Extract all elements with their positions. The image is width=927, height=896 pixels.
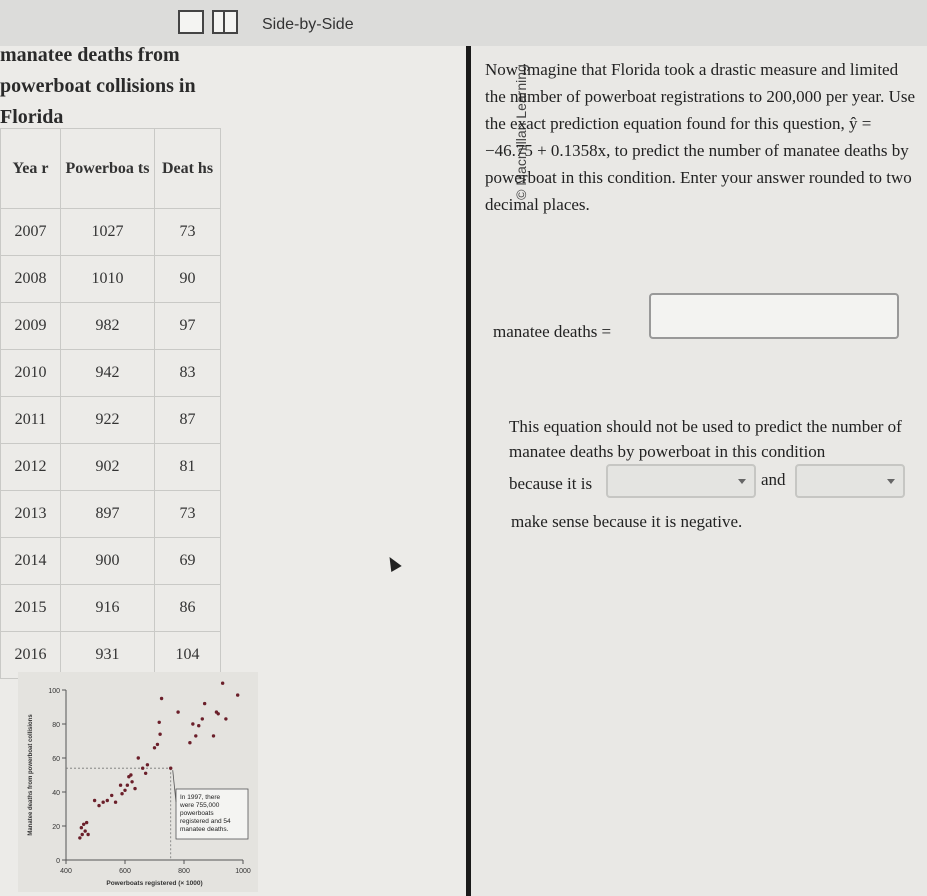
y-tick-label: 40 (52, 790, 60, 797)
cell-year: 2007 (1, 209, 61, 256)
chevron-down-icon (887, 479, 895, 484)
cell-powerboats: 916 (61, 585, 155, 632)
cell-year: 2016 (1, 632, 61, 679)
cell-deaths: 69 (155, 538, 221, 585)
table-row (1, 303, 221, 350)
scatter-point (141, 767, 144, 770)
y-tick-label: 0 (56, 858, 60, 865)
annotation-text: In 1997, there (180, 794, 221, 801)
cell-deaths: 86 (155, 585, 221, 632)
scatter-point (221, 682, 224, 685)
scatter-point (156, 743, 159, 746)
scatter-point (146, 763, 149, 766)
question-panel (471, 46, 927, 896)
x-tick-label: 800 (178, 868, 190, 875)
scatter-point (80, 826, 83, 829)
cell-powerboats: 897 (61, 491, 155, 538)
table-title: manatee deaths from powerboat collisions in Florida (0, 44, 196, 128)
scatter-point (224, 717, 227, 720)
cell-year: 2011 (1, 397, 61, 444)
ending-text: make sense because it is negative. (511, 512, 743, 531)
reference-panel (0, 46, 466, 896)
table-row (1, 491, 221, 538)
cell-powerboats: 942 (61, 350, 155, 397)
cell-deaths: 97 (155, 303, 221, 350)
y-tick-label: 20 (52, 824, 60, 831)
cell-powerboats: 922 (61, 397, 155, 444)
scatter-svg (18, 672, 258, 892)
cell-year: 2010 (1, 350, 61, 397)
x-tick-label: 600 (119, 868, 131, 875)
cell-powerboats: 902 (61, 444, 155, 491)
scatter-point (236, 693, 239, 696)
scatter-point (191, 722, 194, 725)
scatter-point (120, 792, 123, 795)
cell-year: 2009 (1, 303, 61, 350)
scatter-point (101, 801, 104, 804)
reason-dropdown-2[interactable] (795, 464, 905, 498)
cell-year: 2013 (1, 491, 61, 538)
table-row (1, 397, 221, 444)
scatter-point (78, 836, 81, 839)
scatter-point (153, 746, 156, 749)
annotation-text: were 755,000 (180, 802, 220, 809)
cell-powerboats: 931 (61, 632, 155, 679)
table-row (1, 209, 221, 256)
cell-deaths: 73 (155, 491, 221, 538)
table-row (1, 350, 221, 397)
single-view-icon[interactable] (178, 10, 204, 34)
scatter-point (212, 734, 215, 737)
col-header-deaths: Deat hs (155, 129, 221, 209)
cell-powerboats: 1010 (61, 256, 155, 303)
cell-deaths: 81 (155, 444, 221, 491)
annotation-pointer (173, 770, 176, 802)
cell-year: 2012 (1, 444, 61, 491)
scatter-point (86, 833, 89, 836)
data-table (0, 128, 221, 679)
cell-deaths: 104 (155, 632, 221, 679)
table-row (1, 538, 221, 585)
scatter-point (110, 794, 113, 797)
view-mode-label: Side-by-Side (262, 16, 354, 33)
scatter-point (217, 712, 220, 715)
cell-deaths: 83 (155, 350, 221, 397)
scatter-point (129, 773, 132, 776)
scatter-point (188, 741, 191, 744)
scatter-point (114, 801, 117, 804)
table-row (1, 256, 221, 303)
annotation-text: manatee deaths. (180, 826, 229, 833)
scatter-point (201, 717, 204, 720)
and-text: and (761, 470, 786, 489)
chevron-down-icon (738, 479, 746, 484)
y-tick-label: 60 (52, 756, 60, 763)
scatter-point (169, 767, 172, 770)
view-mode-switcher (178, 10, 238, 34)
cell-deaths: 73 (155, 209, 221, 256)
scatter-point (133, 787, 136, 790)
table-row (1, 585, 221, 632)
scatter-point (158, 721, 161, 724)
reason-text: This equation should not be used to predict the number of manatee deaths by powerboat in this condition (509, 417, 902, 461)
scatter-point (158, 733, 161, 736)
y-tick-label: 80 (52, 722, 60, 729)
cell-year: 2014 (1, 538, 61, 585)
split-view-icon[interactable] (212, 10, 238, 34)
annotation-text: powerboats (180, 810, 214, 817)
scatter-point (144, 772, 147, 775)
answer-label: manatee deaths = (493, 322, 612, 341)
scatter-point (194, 734, 197, 737)
cell-deaths: 87 (155, 397, 221, 444)
x-tick-label: 400 (60, 868, 72, 875)
scatter-point (176, 710, 179, 713)
scatter-point (160, 697, 163, 700)
scatter-point (82, 823, 85, 826)
scatter-point (81, 833, 84, 836)
scatter-point (85, 821, 88, 824)
annotation-text: registered and 54 (180, 818, 231, 825)
y-tick-label: 100 (48, 688, 60, 695)
x-tick-label: 1000 (235, 868, 251, 875)
copyright-text: © Macmillan Learning (513, 64, 529, 200)
question-prompt: Now imagine that Florida took a drastic measure and limited the number of powerboat registrations to 200,000 per year. Use the exact prediction equation found for this question, ŷ = −46.75 + 0.1358x, to predict the number of manatee deaths by powerboat in this condition. Enter your answer rounded to two decimal places. (485, 60, 916, 214)
reason-dropdown-1[interactable] (606, 464, 756, 498)
cell-year: 2015 (1, 585, 61, 632)
scatter-point (130, 780, 133, 783)
scatter-point (97, 804, 100, 807)
scatter-plot (18, 672, 258, 892)
scatter-point (137, 756, 140, 759)
cell-powerboats: 900 (61, 538, 155, 585)
cell-deaths: 90 (155, 256, 221, 303)
cell-powerboats: 982 (61, 303, 155, 350)
scatter-point (119, 784, 122, 787)
cell-year: 2008 (1, 256, 61, 303)
col-header-year: Yea r (1, 129, 61, 209)
y-axis-label: Manatee deaths from powerboat collisions (28, 714, 34, 836)
x-axis-label: Powerboats registered (× 1000) (106, 880, 203, 887)
scatter-point (123, 789, 126, 792)
scatter-point (106, 799, 109, 802)
scatter-point (126, 784, 129, 787)
scatter-point (93, 799, 96, 802)
because-text: because it is (509, 474, 593, 493)
manatee-deaths-input[interactable] (649, 293, 899, 339)
table-row (1, 444, 221, 491)
cell-powerboats: 1027 (61, 209, 155, 256)
table-header-row (1, 129, 221, 209)
scatter-point (83, 829, 86, 832)
col-header-powerboats: Powerboa ts (61, 129, 155, 209)
scatter-point (197, 724, 200, 727)
scatter-point (203, 702, 206, 705)
